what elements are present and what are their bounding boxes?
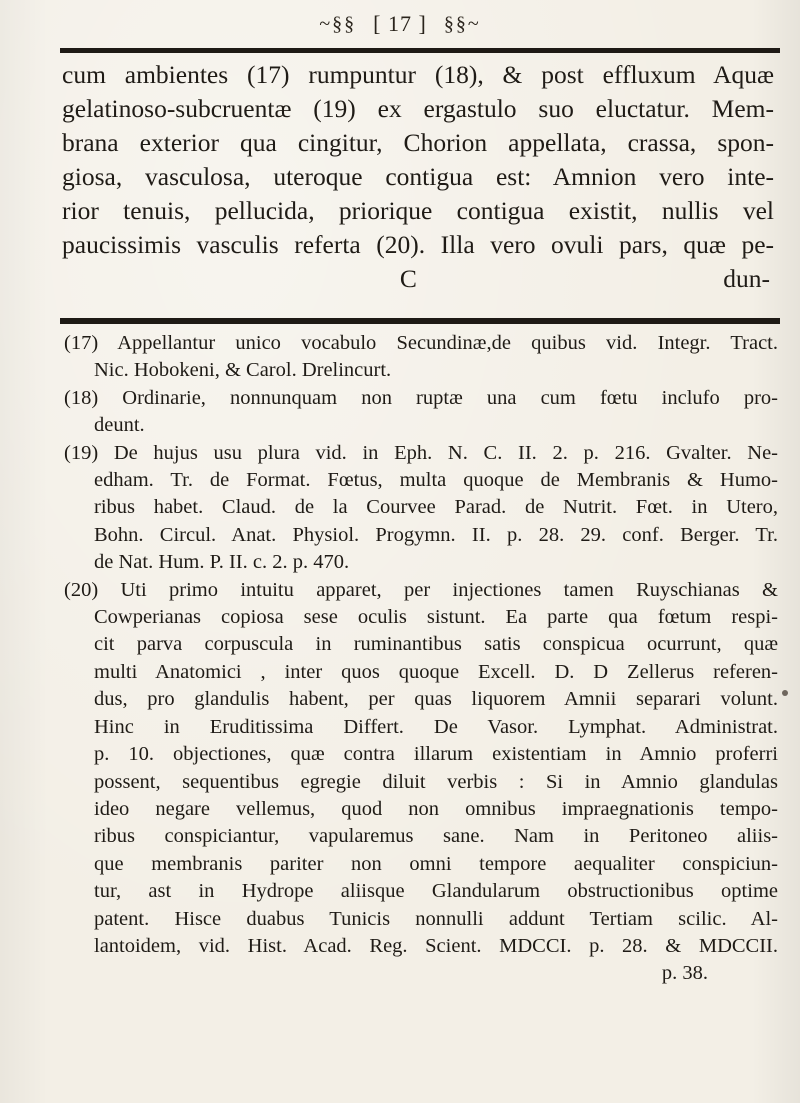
footnote-line: ideo negare vellemus, quod non omnibus impraegnationis tempo- — [94, 797, 778, 820]
left-ornament: ~§§ — [319, 12, 357, 35]
signature-mark: C — [399, 264, 417, 293]
main-text-line: paucissimis vasculis referta (20). Illa vero ovuli pars, quæ pe- — [62, 230, 774, 259]
footnote-line: que membranis pariter non omni tempore aequaliter conspiciun- — [94, 852, 778, 875]
footnote-line: tur, ast in Hydrope aliisque Glandularum obstructionibus optime — [94, 880, 778, 903]
header-rule — [60, 48, 780, 53]
footnotes-block — [64, 330, 778, 988]
footnote-line: ribus habet. Claud. de la Courvee Parad. de Nutrit. Fœt. in Utero, — [94, 496, 778, 519]
footnote-line: p. 10. objectiones, quæ contra illarum existentiam in Amnio proferri — [94, 743, 778, 766]
main-text-line: gelatinoso-subcruentæ (19) ex ergastulo suo eluctatur. Mem- — [62, 94, 774, 123]
footnote-line: Hinc in Eruditissima Differt. De Vasor. Lymphat. Administrat. — [94, 715, 778, 738]
footnote-line: (19) De hujus usu plura vid. in Eph. N. C. II. 2. p. 216. Gvalter. Ne- — [64, 441, 778, 464]
footnote-line: deunt. — [94, 414, 145, 437]
main-text-line: giosa, vasculosa, uteroque contigua est: Amnion vero inte- — [62, 162, 774, 191]
footnote-line: (20) Uti primo intuitu apparet, per injectiones tamen Ruyschianas & — [64, 578, 778, 601]
footnote-17 — [64, 330, 778, 385]
footnote-line: dus, pro glandulis habent, per quas liquorem Amnii separari volunt. — [94, 688, 778, 711]
footnote-line: (17) Appellantur unico vocabulo Secundinæ,de quibus vid. Integr. Tract. — [64, 332, 778, 354]
catchword: dun- — [723, 264, 770, 293]
footnote-line: Bohn. Circul. Anat. Physiol. Progymn. II. p. 28. 29. conf. Berger. Tr. — [94, 523, 778, 546]
footnote-line: edham. Tr. de Format. Fœtus, multa quoque de Membranis & Humo- — [94, 469, 778, 492]
ink-speck — [782, 690, 788, 696]
main-text-line: cum ambientes (17) rumpuntur (18), & post effluxum Aquæ — [62, 60, 774, 89]
footnote-line: cit parva corpuscula in ruminantibus satis conspicua ocurrunt, quæ — [94, 633, 778, 656]
footnote-line: Nic. Hobokeni, & Carol. Drelincurt. — [94, 359, 392, 382]
main-text-line: brana exterior qua cingitur, Chorion appellata, crassa, spon- — [62, 128, 774, 157]
footnote-line: (18) Ordinarie, nonnunquam non ruptæ una cum fœtu inclufo pro- — [64, 386, 778, 409]
signature-line — [62, 262, 774, 296]
footnote-line: de Nat. Hum. P. II. c. 2. p. 470. — [94, 551, 350, 574]
footnote-line: multi Anatomici , inter quos quoque Excell. D. D Zellerus referen- — [94, 660, 778, 683]
right-ornament: §§~ — [443, 12, 481, 35]
footnote-20 — [64, 577, 778, 961]
footnote-line: lantoidem, vid. Hist. Acad. Reg. Scient. MDCCI. p. 28. & MDCCII. — [94, 934, 778, 957]
footnote-18 — [64, 385, 778, 440]
footnote-19 — [64, 440, 778, 577]
page-number: [ 17 ] — [373, 11, 427, 37]
footnote-line: Cowperianas copiosa sese oculis sistunt. Ea parte qua fœtum respi- — [94, 606, 778, 629]
main-text-line: rior tenuis, pellucida, priorique contigua existit, nullis vel — [62, 196, 774, 225]
footnote-line: possent, sequentibus egregie diluit verbis : Si in Amnio glandulas — [94, 770, 778, 793]
page-header — [0, 10, 800, 37]
main-text-block — [62, 58, 774, 296]
footnote-catchword: p. 38. — [661, 962, 708, 985]
footnote-line: patent. Hisce duabus Tunicis nonnulli addunt Tertiam scilic. Al- — [94, 907, 778, 930]
footnote-rule — [60, 318, 780, 324]
footnote-line: ribus conspiciantur, vapularemus sane. Nam in Peritoneo aliis- — [94, 825, 778, 848]
